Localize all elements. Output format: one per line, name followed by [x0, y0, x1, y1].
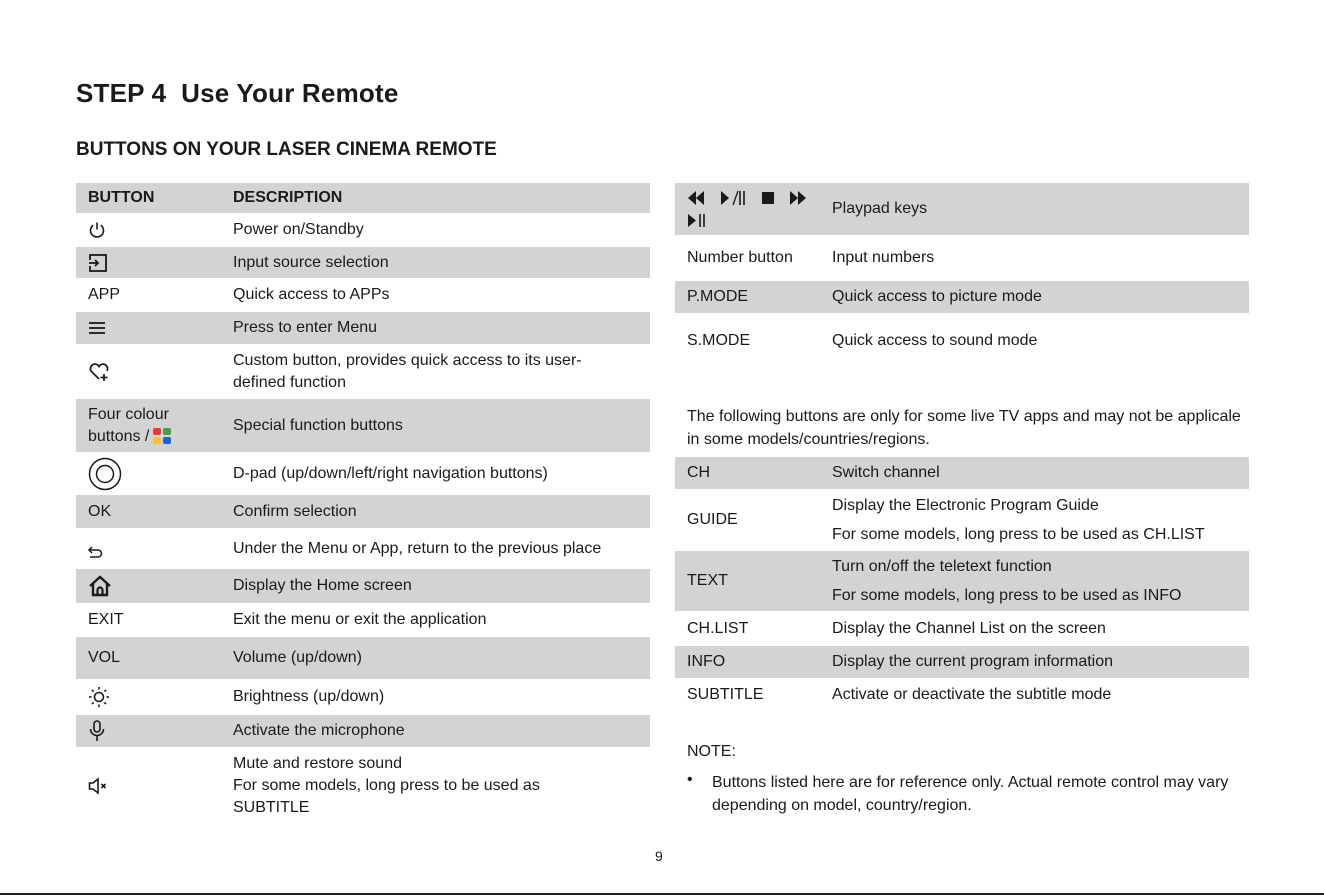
table-row — [675, 491, 1249, 549]
table-row — [675, 646, 1249, 678]
table-row — [76, 637, 650, 679]
row-description: Volume (up/down) — [233, 649, 362, 666]
table-row — [76, 604, 650, 636]
row-description — [832, 552, 1181, 610]
button-line-wrap — [88, 426, 171, 448]
table-row — [76, 312, 650, 344]
table-row — [76, 453, 650, 494]
section-heading: BUTTONS ON YOUR LASER CINEMA REMOTE — [76, 139, 497, 160]
row-description: Playpad keys — [832, 200, 928, 217]
table-row — [675, 242, 1249, 274]
table-row — [76, 345, 650, 398]
table-row — [76, 715, 650, 747]
row-description: Confirm selection — [233, 502, 357, 520]
row-description: Activate the microphone — [233, 722, 405, 739]
note-bullet: • — [687, 771, 693, 788]
row-description: Activate or deactivate the subtitle mode — [832, 686, 1112, 703]
button-line: buttons / — [88, 427, 150, 445]
header-description: DESCRIPTION — [233, 189, 343, 206]
row-description: Special function buttons — [233, 416, 403, 434]
row-button: SUBTITLE — [687, 686, 764, 703]
page-title: STEP 4 Use Your Remote — [76, 78, 399, 108]
row-description — [233, 753, 540, 819]
input-source-icon — [88, 254, 108, 272]
header-button: BUTTON — [88, 189, 155, 206]
playpad-keys-icon — [685, 187, 815, 231]
row-description: Switch channel — [832, 464, 940, 481]
table-row — [76, 214, 650, 246]
description-line: Turn on/off the teletext function — [832, 558, 1052, 575]
power-icon — [88, 221, 106, 239]
row-description: Display the current program information — [832, 653, 1114, 670]
brightness-icon — [88, 686, 110, 708]
row-description: Display the Channel List on the screen — [832, 620, 1106, 637]
description-line: Mute and restore sound — [233, 755, 402, 772]
table-row — [76, 569, 650, 603]
row-button: INFO — [687, 653, 726, 670]
dpad-icon — [88, 457, 122, 491]
row-description: Quick access to picture mode — [832, 288, 1042, 305]
row-description: Quick access to sound mode — [832, 332, 1038, 349]
row-description: Input numbers — [832, 249, 935, 266]
row-button: GUIDE — [687, 511, 738, 528]
row-description: Input source selection — [233, 253, 389, 271]
note-title: NOTE: — [687, 743, 736, 760]
four-colour-dots-icon — [153, 428, 171, 444]
description-line: Custom button, provides quick access to its user- — [233, 351, 582, 369]
button-line: Four colour — [88, 405, 169, 423]
row-button — [88, 404, 171, 448]
row-button: CH — [687, 464, 711, 481]
row-description: Under the Menu or App, return to the previous place — [233, 540, 602, 557]
table-row — [675, 281, 1249, 313]
row-button: VOL — [88, 649, 121, 666]
row-description: Quick access to APPs — [233, 286, 390, 303]
table-row — [76, 680, 650, 714]
row-button: APP — [88, 286, 121, 303]
description-line: defined function — [233, 373, 346, 391]
note-text: Buttons listed here are for reference only. Actual remote control may vary depending on model, country/region. — [712, 774, 1229, 814]
home-icon — [88, 575, 112, 597]
row-description: D-pad (up/down/left/right navigation buttons) — [233, 464, 548, 482]
table-row — [76, 247, 650, 278]
heart-plus-icon — [88, 362, 110, 382]
mute-icon — [88, 777, 110, 795]
menu-icon — [88, 321, 106, 335]
row-description — [233, 350, 582, 394]
table-row — [76, 529, 650, 568]
row-button: Number button — [687, 249, 793, 266]
row-button: TEXT — [687, 572, 728, 589]
row-button: S.MODE — [687, 332, 751, 349]
table-row — [675, 183, 1249, 235]
row-description: Brightness (up/down) — [233, 688, 385, 705]
table-row — [76, 752, 650, 820]
table-row — [76, 399, 650, 452]
page-number: 9 — [655, 848, 663, 864]
row-description: Display the Home screen — [233, 577, 412, 594]
row-description: Power on/Standby — [233, 221, 364, 238]
table-row — [675, 679, 1249, 711]
description-line: For some models, long press to be used as INFO — [832, 587, 1182, 604]
table-header-row — [76, 183, 650, 213]
row-button: P.MODE — [687, 288, 749, 305]
row-description: Exit the menu or exit the application — [233, 611, 487, 628]
description-line: For some models, long press to be used as — [233, 777, 540, 794]
microphone-icon — [88, 720, 106, 742]
table-row — [675, 325, 1249, 357]
row-button: OK — [88, 502, 112, 520]
back-icon — [88, 545, 104, 559]
row-description: Press to enter Menu — [233, 319, 378, 336]
live-tv-note: The following buttons are only for some live TV apps and may not be applicale in some models/countries/regions. — [687, 408, 1241, 448]
description-line: Display the Electronic Program Guide — [832, 497, 1099, 514]
row-description — [832, 491, 1205, 549]
table-row — [675, 551, 1249, 611]
description-line: For some models, long press to be used as CH.LIST — [832, 526, 1205, 543]
row-button: EXIT — [88, 611, 124, 628]
description-line: SUBTITLE — [233, 799, 310, 816]
table-row — [675, 613, 1249, 645]
row-button: CH.LIST — [687, 620, 749, 637]
table-row — [76, 279, 650, 311]
table-row — [675, 457, 1249, 489]
table-row — [76, 495, 650, 528]
